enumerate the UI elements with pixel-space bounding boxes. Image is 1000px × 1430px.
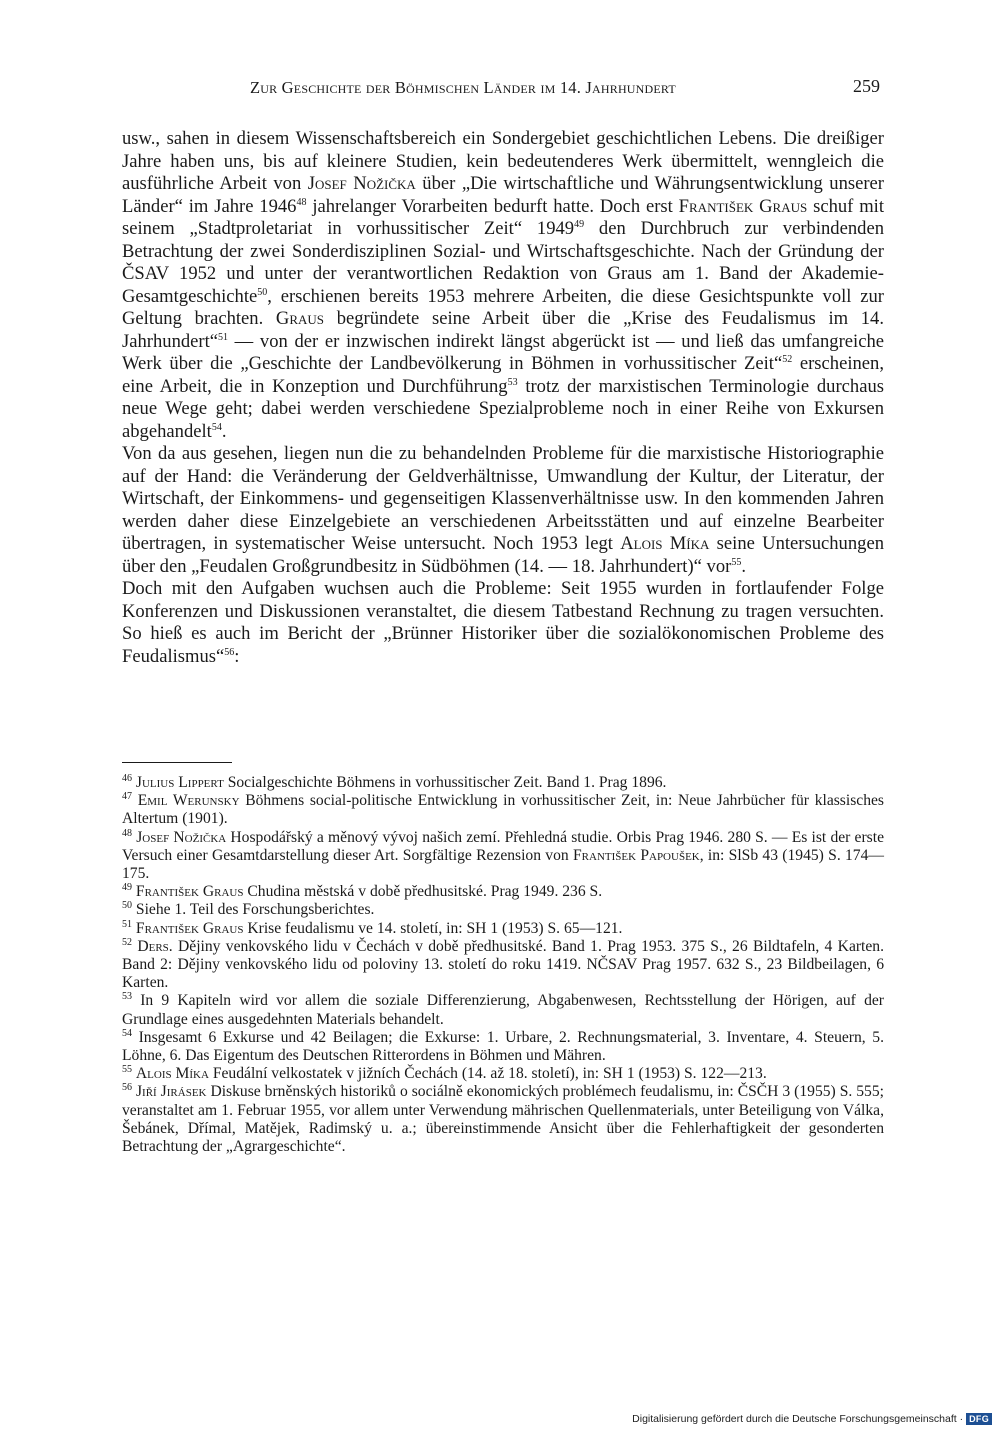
footnote: $^{51}$ František Graus Krise feudalismu ve 14. století, in: SH 1 (1953) S. 65—121. <box>122 918 623 937</box>
footnote-ref: 50 <box>257 286 268 298</box>
footnote: $^{49}$ František Graus Chudina městská v době předhusitské. Prag 1949. 236 S. <box>122 882 603 901</box>
footnote-ref: 52 <box>782 353 793 365</box>
footnotes <box>122 774 884 1156</box>
footnote: $^{46}$ Julius Lippert Socialgeschichte Böhmens in vorhussitischer Zeit. Band 1. Prag 1896. <box>122 772 667 791</box>
footnote: $^{47}$ Emil Werunsky Böhmens social-politische Entwicklung in vorhussitischer Zeit, in: Neue Jahrbücher für klassisches Altertum (1901). <box>122 791 884 828</box>
footnote-ref: 56 <box>224 646 235 658</box>
paragraph-3: Doch mit den Aufgaben wuchsen auch die Probleme: Seit 1955 wurden in fortlaufender Folge Konferenzen und Diskussionen veranstaltet, die diesem Tatbestand Rechnung zu tragen versuchten. So hieß es auch im Bericht der „Brünner Historiker über die sozialökonomischen Probleme des Feudalismus“$^{56}$: <box>122 578 884 667</box>
credit-text: Digitalisierung gefördert durch die Deutsche Forschungsgemeinschaft · <box>632 1413 964 1425</box>
footnote-ref: 55 <box>731 556 742 568</box>
running-header <box>122 76 882 102</box>
footnote-ref: 49 <box>574 218 585 230</box>
author-name: Josef Nožička <box>307 173 416 194</box>
footnote-ref: 54 <box>211 421 222 433</box>
footnote-separator <box>122 762 232 763</box>
paragraph-1: usw., sahen in diesem Wissenschaftsbereich ein Sondergebiet geschichtlichen Lebens. Die dreißiger Jahre haben uns, bis auf kleinere Studien, kein bedeutenderes Werk übermittelt, wenngleich die ausführliche Arbeit von Josef Nožička über „Die wirtschaftliche und Währungsentwicklung unserer Länder“ im Jahre 1946$^{48}$ jahrelanger Vorarbeiten bedurft hatte. Doch erst František Graus schuf mit seinem „Stadtproletariat in vorhussitischer Zeit“ 1949$^{49}$ den Durchbruch zur verbindenden Betrachtung der zwei Sonderdisziplinen Sozial- und Wirtschaftsgeschichte. Nach der Gründung der ČSAV 1952 und unter der verantwortlichen Redaktion von Graus am 1. Band der Akademie-Gesamtgeschichte$^{50}$, erschienen bereits 1953 mehrere Arbeiten, die diese Gesichtspunkte voll zur Geltung brachten. Graus begründete seine Arbeit über die „Krise des Feudalismus im 14. Jahrhundert“$^{51}$ — von der er inzwischen indirekt längst abgerückt ist — und ließ das umfangreiche Werk über die „Geschichte der Landbevölkerung in Böhmen in vorhussitischer Zeit“$^{52}$ erscheinen, eine Arbeit, die in Konzeption und Durchführung$^{53}$ trotz der marxistischen Terminologie durchaus neue Wege geht; dabei werden verschiedene Spezialprobleme noch in einer Reihe von Exkursen abgehandelt$^{54}$. <box>122 128 885 442</box>
footnote: $^{54}$ Insgesamt 6 Exkurse und 42 Beilagen; die Exkurse: 1. Urbare, 2. Rechnungsmaterial, 3. Inventare, 4. Steuern, 5. Löhne, 6. Das Eigentum des Deutschen Ritterordens in Böhmen und Mähren. <box>122 1027 884 1065</box>
footnote: $^{56}$ Jiří Jirásek Diskuse brněnských historiků o sociálně ekonomických problémech feudalismu, in: ČSČH 3 (1955) S. 555; veranstaltet am 1. Februar 1955, vor allem unter Verwendung mährischen Quellenmaterials, unter Beteiligung von Válka, Šebánek, Dřímal, Matějek, Radimský u. a.; übereinstimmende Ansicht über die Fehlerhaftigkeit der gesonderten Betrachtung der „Agrargeschichte“. <box>122 1082 884 1156</box>
page-number: 259 <box>853 76 880 96</box>
footnote-ref: 48 <box>296 196 307 208</box>
footnote: $^{53}$ In 9 Kapiteln wird vor allem die soziale Differenzierung, Abgabenwesen, Rechtsstellung der Hörigen, auf der Grundlage eines ausgedehnten Materials behandelt. <box>122 991 884 1028</box>
main-text <box>122 128 884 668</box>
footnote: $^{52}$ Ders. Dějiny venkovského lidu v Čechách v době předhusitské. Band 1. Prag 1953. 375 S., 26 Bildtafeln, 4 Karten. Band 2: Dějiny venkovského lidu od poloviny 13. století do roku 1419. NČSAV Prag 1957. 632 S., 23 Bildbeilagen, 6 Karten. <box>122 936 885 992</box>
dfg-logo: DFG <box>966 1413 992 1425</box>
footnote: $^{55}$ Alois Míka Feudální velkostatek v jižních Čechách (14. až 18. století), in: SH 1 (1953) S. 122—213. <box>122 1064 767 1083</box>
footnote-ref: 53 <box>507 376 518 388</box>
footnote: $^{48}$ Josef Nožička Hospodářský a měnový vývoj našich zemí. Přehledná studie. Orbis Prag 1946. 280 S. — Es ist der erste Versuch einer Gesamtdarstellung dieser Art. Sorgfältige Rezension von František Papoušek, in: SlSb 43 (1945) S. 174—175. <box>122 827 884 883</box>
digitization-credit <box>632 1413 992 1425</box>
author-name: Alois Míka <box>620 533 710 554</box>
footnote-ref: 51 <box>218 331 229 343</box>
author-name: Graus <box>275 308 325 329</box>
footnote: $^{50}$ Siehe 1. Teil des Forschungsberichtes. <box>122 900 375 919</box>
running-title: Zur Geschichte der Böhmischen Länder im 14. Jahrhundert <box>250 78 676 97</box>
paragraph-2: Von da aus gesehen, liegen nun die zu behandelnden Probleme für die marxistische Historiographie auf der Hand: die Veränderung der Geldverhältnisse, Umwandlung der Kultur, der Literatur, der Wirtschaft, der Einkommens- und gegenseitigen Klassenverhältnisse usw. In den kommenden Jahren werden daher diese Einzelgebiete an verschiedenen Arbeitsstätten und auf einzelne Bearbeiter übertragen, in systematischer Weise untersucht. Noch 1953 legt Alois Míka seine Untersuchungen über den „Feudalen Großgrundbesitz in Südböhmen (14. — 18. Jahrhundert)“ vor$^{55}$. <box>122 443 884 577</box>
author-name: František Graus <box>678 195 808 217</box>
